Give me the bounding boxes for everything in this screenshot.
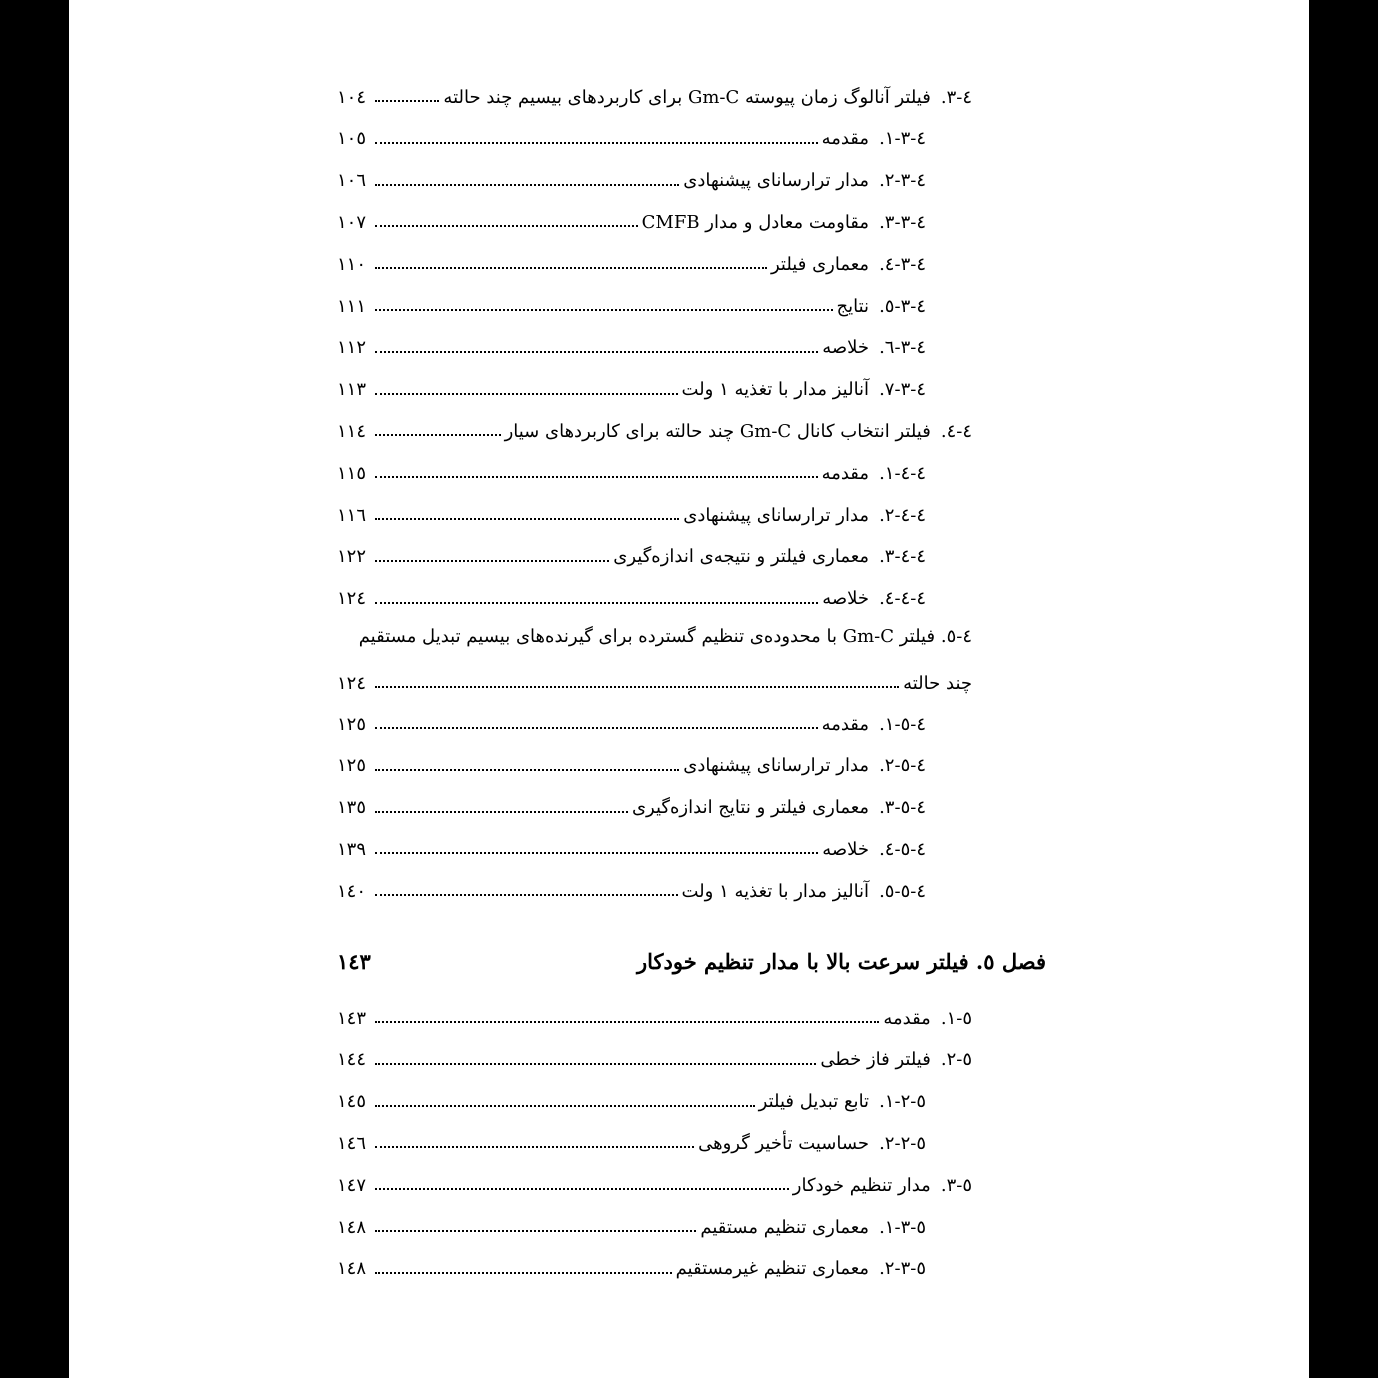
toc-entry-title: معماری فیلتر و نتایج اندازه‌گیری xyxy=(631,797,870,819)
toc-entry-number: ٤-٤. xyxy=(940,420,972,442)
toc-entry-number: ٤-٣-٤. xyxy=(879,253,926,275)
toc-entry xyxy=(337,333,926,363)
toc-entry-title: معماری فیلتر xyxy=(770,253,870,275)
leader-dots xyxy=(375,1095,755,1107)
leader-dots xyxy=(375,592,818,604)
toc-entry-title: فیلتر Gm-C با محدوده‌ی تنظیم گسترده برای گیرنده‌های بیسیم تبدیل مستقیم xyxy=(358,626,936,647)
toc-entry-number: ٥-٢-١. xyxy=(879,1091,926,1113)
toc-entry-title: معماری تنظیم غیرمستقیم xyxy=(675,1258,870,1280)
toc-entry xyxy=(337,1212,926,1242)
leader-dots xyxy=(375,842,818,854)
toc-entry-wrapped-line1 xyxy=(359,626,972,647)
toc-entry xyxy=(337,1045,972,1075)
toc-entry xyxy=(337,584,926,614)
toc-entry-title: مقدمه xyxy=(821,713,870,735)
chapter-page-number: ١٤٣ xyxy=(337,948,371,974)
toc-entry xyxy=(337,1170,972,1200)
toc-entry-number: ٥-٣-٢. xyxy=(879,1258,926,1280)
toc-entry-title: معماری فیلتر و نتیجه‌ی اندازه‌گیری xyxy=(613,546,870,568)
chapter-title: فصل ٥. فیلتر سرعت بالا با مدار تنظیم خودکار xyxy=(637,948,1046,974)
toc-entry-number: ٤-٥-٥. xyxy=(879,880,926,902)
toc-page-number: ١٢٤ xyxy=(337,588,367,610)
toc-entry xyxy=(337,834,926,864)
toc-page-number: ١١٦ xyxy=(337,504,367,526)
leader-dots xyxy=(375,884,678,896)
toc-entry xyxy=(337,416,972,446)
toc-page-number: ١٢٤ xyxy=(337,672,367,694)
toc-entry-number: ٥-٢. xyxy=(940,1049,972,1071)
toc-entry-title: مقدمه xyxy=(821,462,870,484)
toc-entry-title: مدار ترارسانای پیشنهادی xyxy=(683,504,870,526)
toc-page-number: ١٣٥ xyxy=(337,797,367,819)
toc-entry-title: فیلتر فاز خطی xyxy=(820,1049,931,1071)
toc-entry xyxy=(337,124,926,154)
toc-entry-title: تابع تبدیل فیلتر xyxy=(758,1091,870,1113)
leader-dots xyxy=(375,717,818,729)
toc-entry-title: فیلتر آنالوگ زمان پیوسته Gm-C برای کاربردهای بیسیم چند حالته xyxy=(443,86,931,108)
toc-page-number: ١٤٨ xyxy=(337,1258,367,1280)
toc-entry-number: ٥-٣. xyxy=(940,1174,972,1196)
toc-entry xyxy=(337,1254,926,1284)
toc-entry-title: مدار ترارسانای پیشنهادی xyxy=(683,755,870,777)
toc-page-number: ١٢٥ xyxy=(337,755,367,777)
document-page xyxy=(69,0,1309,1378)
toc-entry-number: ٤-٥. xyxy=(940,626,972,647)
toc-entry xyxy=(337,500,926,530)
toc-entry xyxy=(337,1003,972,1033)
toc-entry-number: ٤-٥-١. xyxy=(879,713,926,735)
toc-entry-title: خلاصه xyxy=(822,588,870,610)
leader-dots xyxy=(375,1053,816,1065)
toc-entry-title: خلاصه xyxy=(822,838,870,860)
toc-page-number: ١٠٥ xyxy=(337,128,367,150)
leader-dots xyxy=(375,550,609,562)
toc-page-number: ١٤٨ xyxy=(337,1216,367,1238)
leader-dots xyxy=(375,759,679,771)
toc-entry-title: خلاصه xyxy=(822,337,870,359)
toc-entry-title: آنالیز مدار با تغذیه ١ ولت xyxy=(681,880,870,902)
toc-entry xyxy=(337,709,926,739)
leader-dots xyxy=(375,383,678,395)
toc-entry-wrapped-line2 xyxy=(337,668,972,698)
toc-page-number: ١١٠ xyxy=(337,253,367,275)
chapter-heading xyxy=(337,944,1046,978)
toc-entry-title: حساسیت تأخیر گروهی xyxy=(698,1132,870,1154)
toc-entry-number: ٤-٣-٣. xyxy=(879,211,926,233)
toc-entry-number: ٤-٣-٢. xyxy=(879,170,926,192)
toc-page-number: ١٤٥ xyxy=(337,1091,367,1113)
leader-dots xyxy=(375,508,679,520)
toc-entry xyxy=(337,166,926,196)
toc-page-number: ١٤٦ xyxy=(337,1132,367,1154)
toc-entry-title: نتایج xyxy=(836,295,870,317)
toc-entry xyxy=(337,207,926,237)
toc-page-number: ١٠٤ xyxy=(337,86,367,108)
toc-entry-number: ٤-٣-٧. xyxy=(879,379,926,401)
leader-dots xyxy=(375,1011,879,1023)
toc-entry xyxy=(337,793,926,823)
toc-page-number: ١١١ xyxy=(337,295,367,317)
toc-page-number: ١١٢ xyxy=(337,337,367,359)
toc-entry-title: مقدمه xyxy=(821,128,870,150)
toc-entry-number: ٤-٣-١. xyxy=(879,128,926,150)
toc-page-number: ١٢٢ xyxy=(337,546,367,568)
toc-entry-number: ٤-٣. xyxy=(940,86,972,108)
toc-entry xyxy=(337,1128,926,1158)
leader-dots xyxy=(375,1178,789,1190)
toc-page-number: ١٢٥ xyxy=(337,713,367,735)
toc-entry xyxy=(337,876,926,906)
toc-entry-title: معماری تنظیم مستقیم xyxy=(700,1216,870,1238)
leader-dots xyxy=(375,299,833,311)
toc-page-number: ١١٥ xyxy=(337,462,367,484)
toc-entry-title: فیلتر انتخاب کانال Gm-C چند حالته برای کاربردهای سیار xyxy=(504,420,931,442)
toc-page-number: ١٤٧ xyxy=(337,1174,367,1196)
toc-entry-number: ٤-٥-٤. xyxy=(879,838,926,860)
toc-entry xyxy=(337,542,926,572)
toc-entry-number: ٥-٢-٢. xyxy=(879,1132,926,1154)
toc-entry-number: ٤-٤-٤. xyxy=(879,588,926,610)
toc-entry-number: ٤-٤-٢. xyxy=(879,504,926,526)
toc-entry-number: ٥-٣-١. xyxy=(879,1216,926,1238)
toc-entry xyxy=(337,751,926,781)
toc-entry xyxy=(337,291,926,321)
toc-entry-number: ٤-٥-٣. xyxy=(879,797,926,819)
toc-entry xyxy=(337,82,972,112)
toc-entry-number: ٤-٤-٣. xyxy=(879,546,926,568)
leader-dots xyxy=(375,215,638,227)
leader-dots xyxy=(375,1136,694,1148)
toc-page-number: ١٠٦ xyxy=(337,170,367,192)
toc-entry xyxy=(337,458,926,488)
toc-page-number: ١١٤ xyxy=(337,420,367,442)
toc-page-number: ١٠٧ xyxy=(337,211,367,233)
toc-entry-title: مدار تنظیم خودکار xyxy=(792,1174,931,1196)
leader-dots xyxy=(375,466,818,478)
leader-dots xyxy=(375,90,439,102)
toc-page-number: ١٤٤ xyxy=(337,1049,367,1071)
toc-entry-number: ٤-٤-١. xyxy=(879,462,926,484)
toc-entry-title: مقاومت معادل و مدار CMFB xyxy=(641,211,870,233)
toc-page-number: ١٣٩ xyxy=(337,838,367,860)
leader-dots xyxy=(375,801,628,813)
leader-dots xyxy=(375,1220,696,1232)
toc-entry-title: آنالیز مدار با تغذیه ١ ولت xyxy=(681,379,870,401)
toc-entry-number: ٤-٥-٢. xyxy=(879,755,926,777)
toc-page-number: ١١٣ xyxy=(337,379,367,401)
toc-entry-title: مقدمه xyxy=(883,1007,931,1029)
toc-entry xyxy=(337,375,926,405)
leader-dots xyxy=(375,424,501,436)
toc-entry-title: چند حالته xyxy=(903,672,972,694)
leader-dots xyxy=(375,1262,672,1274)
toc-page-number: ١٤٣ xyxy=(337,1007,367,1029)
leader-dots xyxy=(375,174,679,186)
leader-dots xyxy=(375,676,899,688)
toc-entry-number: ٥-١. xyxy=(940,1007,972,1029)
leader-dots xyxy=(375,132,818,144)
toc-entry xyxy=(337,1087,926,1117)
toc-page-number: ١٤٠ xyxy=(337,880,367,902)
toc-entry-number: ٤-٣-٥. xyxy=(879,295,926,317)
toc-entry-title: مدار ترارسانای پیشنهادی xyxy=(683,170,870,192)
toc-entry xyxy=(337,249,926,279)
toc-entry-number: ٤-٣-٦. xyxy=(879,337,926,359)
leader-dots xyxy=(375,257,767,269)
leader-dots xyxy=(375,341,818,353)
